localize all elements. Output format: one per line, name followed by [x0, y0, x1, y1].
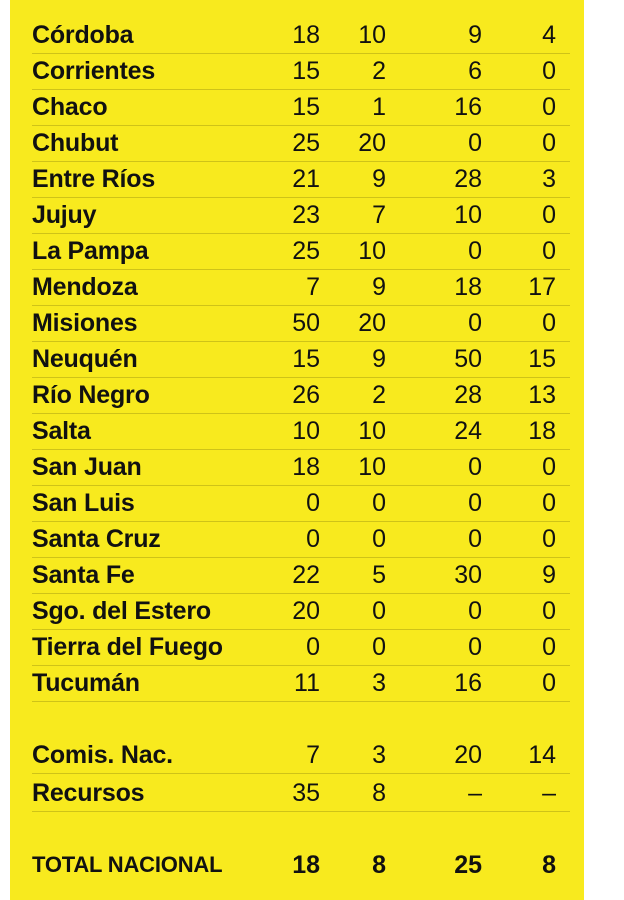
- province-name: Corrientes: [32, 57, 156, 85]
- row-name: Recursos: [32, 779, 145, 807]
- table-row: [32, 521, 570, 558]
- total-label: TOTAL NACIONAL: [32, 852, 223, 877]
- value-col-1: 0: [306, 633, 320, 661]
- value-col-4: 0: [542, 525, 556, 553]
- value-col-4: 0: [542, 453, 556, 481]
- total-col-4: 8: [542, 851, 556, 879]
- table-row: [32, 269, 570, 306]
- table-row: [32, 17, 570, 54]
- value-col-4: 0: [542, 129, 556, 157]
- table-row: [32, 53, 570, 90]
- province-name: Neuquén: [32, 345, 138, 373]
- table-row: [32, 197, 570, 234]
- table-row: [32, 485, 570, 522]
- table-row: [32, 629, 570, 666]
- value-col-3: 16: [454, 93, 482, 121]
- table-row: [32, 125, 570, 162]
- value-col-3: 9: [468, 21, 482, 49]
- value-col-2: 0: [372, 489, 386, 517]
- province-name: Chaco: [32, 93, 108, 121]
- total-row: [32, 847, 570, 883]
- value-col-3: 28: [454, 165, 482, 193]
- value-col-3: 50: [454, 345, 482, 373]
- value-col-2: 10: [358, 453, 386, 481]
- table-row: [32, 341, 570, 378]
- value-col-2: 10: [358, 237, 386, 265]
- value-col-1: 23: [292, 201, 320, 229]
- value-col-4: 18: [528, 417, 556, 445]
- value-col-2: 1: [372, 93, 386, 121]
- value-col-4: 0: [542, 597, 556, 625]
- value-col-3: 0: [468, 633, 482, 661]
- value-col-1: 20: [292, 597, 320, 625]
- value-col-1: 21: [292, 165, 320, 193]
- table-row: [32, 161, 570, 198]
- value-col-2: 8: [372, 779, 386, 807]
- value-col-4: 9: [542, 561, 556, 589]
- yellow-panel: [10, 0, 584, 900]
- value-col-1: 0: [306, 525, 320, 553]
- province-name: La Pampa: [32, 237, 149, 265]
- value-col-4: 4: [542, 21, 556, 49]
- table-row: [32, 233, 570, 270]
- value-col-4: 0: [542, 309, 556, 337]
- table-row: [32, 305, 570, 342]
- table-row-comis-nac: [32, 737, 570, 774]
- value-col-3: 10: [454, 201, 482, 229]
- province-name: Sgo. del Estero: [32, 597, 211, 625]
- province-name: Río Negro: [32, 381, 150, 409]
- value-col-2: 3: [372, 741, 386, 769]
- value-col-4: 13: [528, 381, 556, 409]
- value-col-3: 0: [468, 525, 482, 553]
- table-row: [32, 413, 570, 450]
- value-col-1: 0: [306, 489, 320, 517]
- value-col-1: 18: [292, 21, 320, 49]
- province-name: Misiones: [32, 309, 138, 337]
- value-col-1: 7: [306, 273, 320, 301]
- province-name: Salta: [32, 417, 91, 445]
- value-col-3: 20: [454, 741, 482, 769]
- province-name: San Luis: [32, 489, 135, 517]
- value-col-4: 0: [542, 93, 556, 121]
- value-col-1: 7: [306, 741, 320, 769]
- province-name: Córdoba: [32, 21, 134, 49]
- value-col-2: 20: [358, 309, 386, 337]
- province-name: Tucumán: [32, 669, 140, 697]
- value-col-2: 2: [372, 381, 386, 409]
- value-col-2: 3: [372, 669, 386, 697]
- table-row: [32, 89, 570, 126]
- province-name: Santa Cruz: [32, 525, 161, 553]
- value-col-1: 50: [292, 309, 320, 337]
- value-col-2: 10: [358, 21, 386, 49]
- value-col-2: 0: [372, 525, 386, 553]
- value-col-1: 18: [292, 453, 320, 481]
- value-col-3: –: [468, 779, 482, 807]
- value-col-4: 0: [542, 489, 556, 517]
- value-col-1: 15: [292, 57, 320, 85]
- value-col-4: 17: [528, 273, 556, 301]
- value-col-3: 0: [468, 597, 482, 625]
- value-col-2: 2: [372, 57, 386, 85]
- value-col-3: 0: [468, 237, 482, 265]
- value-col-1: 25: [292, 237, 320, 265]
- value-col-2: 5: [372, 561, 386, 589]
- value-col-2: 10: [358, 417, 386, 445]
- value-col-3: 0: [468, 129, 482, 157]
- province-name: Santa Fe: [32, 561, 135, 589]
- value-col-4: 0: [542, 633, 556, 661]
- value-col-2: 0: [372, 633, 386, 661]
- value-col-1: 26: [292, 381, 320, 409]
- province-name: Mendoza: [32, 273, 138, 301]
- value-col-3: 0: [468, 489, 482, 517]
- value-col-1: 25: [292, 129, 320, 157]
- row-name: Comis. Nac.: [32, 741, 173, 769]
- province-name: Entre Ríos: [32, 165, 156, 193]
- value-col-4: 0: [542, 57, 556, 85]
- value-col-4: 14: [528, 741, 556, 769]
- value-col-1: 11: [294, 669, 320, 697]
- table-row: [32, 377, 570, 414]
- value-col-4: 15: [528, 345, 556, 373]
- table-row: [32, 557, 570, 594]
- value-col-4: 0: [542, 201, 556, 229]
- total-col-3: 25: [454, 851, 482, 879]
- value-col-3: 18: [454, 273, 482, 301]
- table-row: [32, 449, 570, 486]
- value-col-4: 3: [542, 165, 556, 193]
- value-col-3: 0: [468, 309, 482, 337]
- value-col-4: 0: [542, 237, 556, 265]
- value-col-3: 28: [454, 381, 482, 409]
- province-name: San Juan: [32, 453, 142, 481]
- value-col-2: 0: [372, 597, 386, 625]
- value-col-3: 30: [454, 561, 482, 589]
- value-col-4: 0: [542, 669, 556, 697]
- value-col-1: 10: [292, 417, 320, 445]
- value-col-2: 20: [358, 129, 386, 157]
- table-row: [32, 665, 570, 702]
- province-name: Jujuy: [32, 201, 97, 229]
- value-col-1: 15: [292, 93, 320, 121]
- province-name: Chubut: [32, 129, 119, 157]
- value-col-4: –: [542, 779, 556, 807]
- total-col-2: 8: [372, 851, 386, 879]
- table-row-recursos: [32, 775, 570, 812]
- value-col-3: 6: [468, 57, 482, 85]
- value-col-1: 22: [292, 561, 320, 589]
- total-col-1: 18: [292, 851, 320, 879]
- value-col-3: 0: [468, 453, 482, 481]
- value-col-1: 35: [292, 779, 320, 807]
- table-row: [32, 593, 570, 630]
- value-col-2: 9: [372, 165, 386, 193]
- value-col-3: 24: [454, 417, 482, 445]
- value-col-1: 15: [292, 345, 320, 373]
- value-col-2: 9: [372, 345, 386, 373]
- value-col-3: 16: [454, 669, 482, 697]
- province-name: Tierra del Fuego: [32, 633, 223, 661]
- value-col-2: 7: [372, 201, 386, 229]
- value-col-2: 9: [372, 273, 386, 301]
